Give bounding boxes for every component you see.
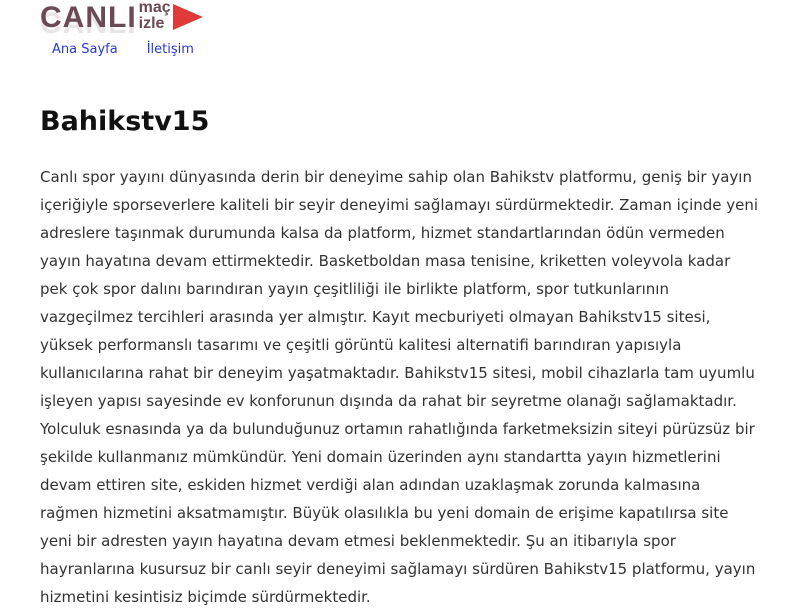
article-body: Canlı spor yayını dünyasında derin bir deneyime sahip olan Bahikstv platformu, geniş bir yayın içeriğiyle sporseverlere kaliteli bir seyir deneyimi sağlamayı sürdürmektedir. Zaman içinde yeni adreslere taşınmak durumunda kalsa da platform, hizmet standartlarından ödün vermeden yayın hayatına devam ettirmektedir. Basketboldan masa tenisine, kriketten voleyvola kadar pek çok spor dalını barındıran yayın çeşitliliği ile birlikte platform, spor tutkunlarının vazgeçilmez tercihleri arasında yer almıştır. Kayıt mecburiyeti olmayan Bahikstv15 sitesi, yüksek performanslı tasarımı ve çeşitli görüntü kalitesi alternatifi barındıran yapısıyla kullanıcılarına rahat bir deneyim yaşatmaktadır. Bahikstv15 sitesi, mobil cihazlarla tam uyumlu işleyen yapısı sayesinde ev konforunun dışında da rahat bir seyretme olanağı sağlamaktadır. Yolculuk esnasında ya da bulunduğunuz ortamın rahatlığında farketmeksizin siteyi pürüzsüz bir şekilde kullanmanız mümkündür. Yeni domain üzerinden aynı standartta yayın hizmetlerini devam ettiren site, eskiden hizmet verdiği alan adından uzaklaşmak zorunda kalmasına rağmen hizmetini aksatmamıştır. Büyük olasılıkla bu yeni domain de erişime kapatılırsa site yeni bir adresten yayın hayatına devam etmesi beklenmektedir. Şu an itibarıyla spor hayranlarına kusursuz bir canlı seyir deneyimi sağlamayı sürdüren Bahikstv15 platformu, yayın hizmetini kesintisiz biçimde sürdürmektedir. xyxy=(40,168,759,606)
site-logo[interactable] xyxy=(40,0,203,38)
play-icon xyxy=(173,4,203,30)
nav-contact-link[interactable]: İletişim xyxy=(146,42,194,57)
logo-mac-text: maç xyxy=(138,0,171,16)
logo-izle-text: izle xyxy=(138,15,165,32)
page-title: Bahikstv15 xyxy=(40,106,210,137)
logo-mac-izle xyxy=(139,0,171,32)
logo-canli-text: CANLI xyxy=(40,1,137,34)
main-nav xyxy=(52,42,194,57)
site-header xyxy=(0,0,800,70)
nav-home-link[interactable]: Ana Sayfa xyxy=(52,42,118,57)
